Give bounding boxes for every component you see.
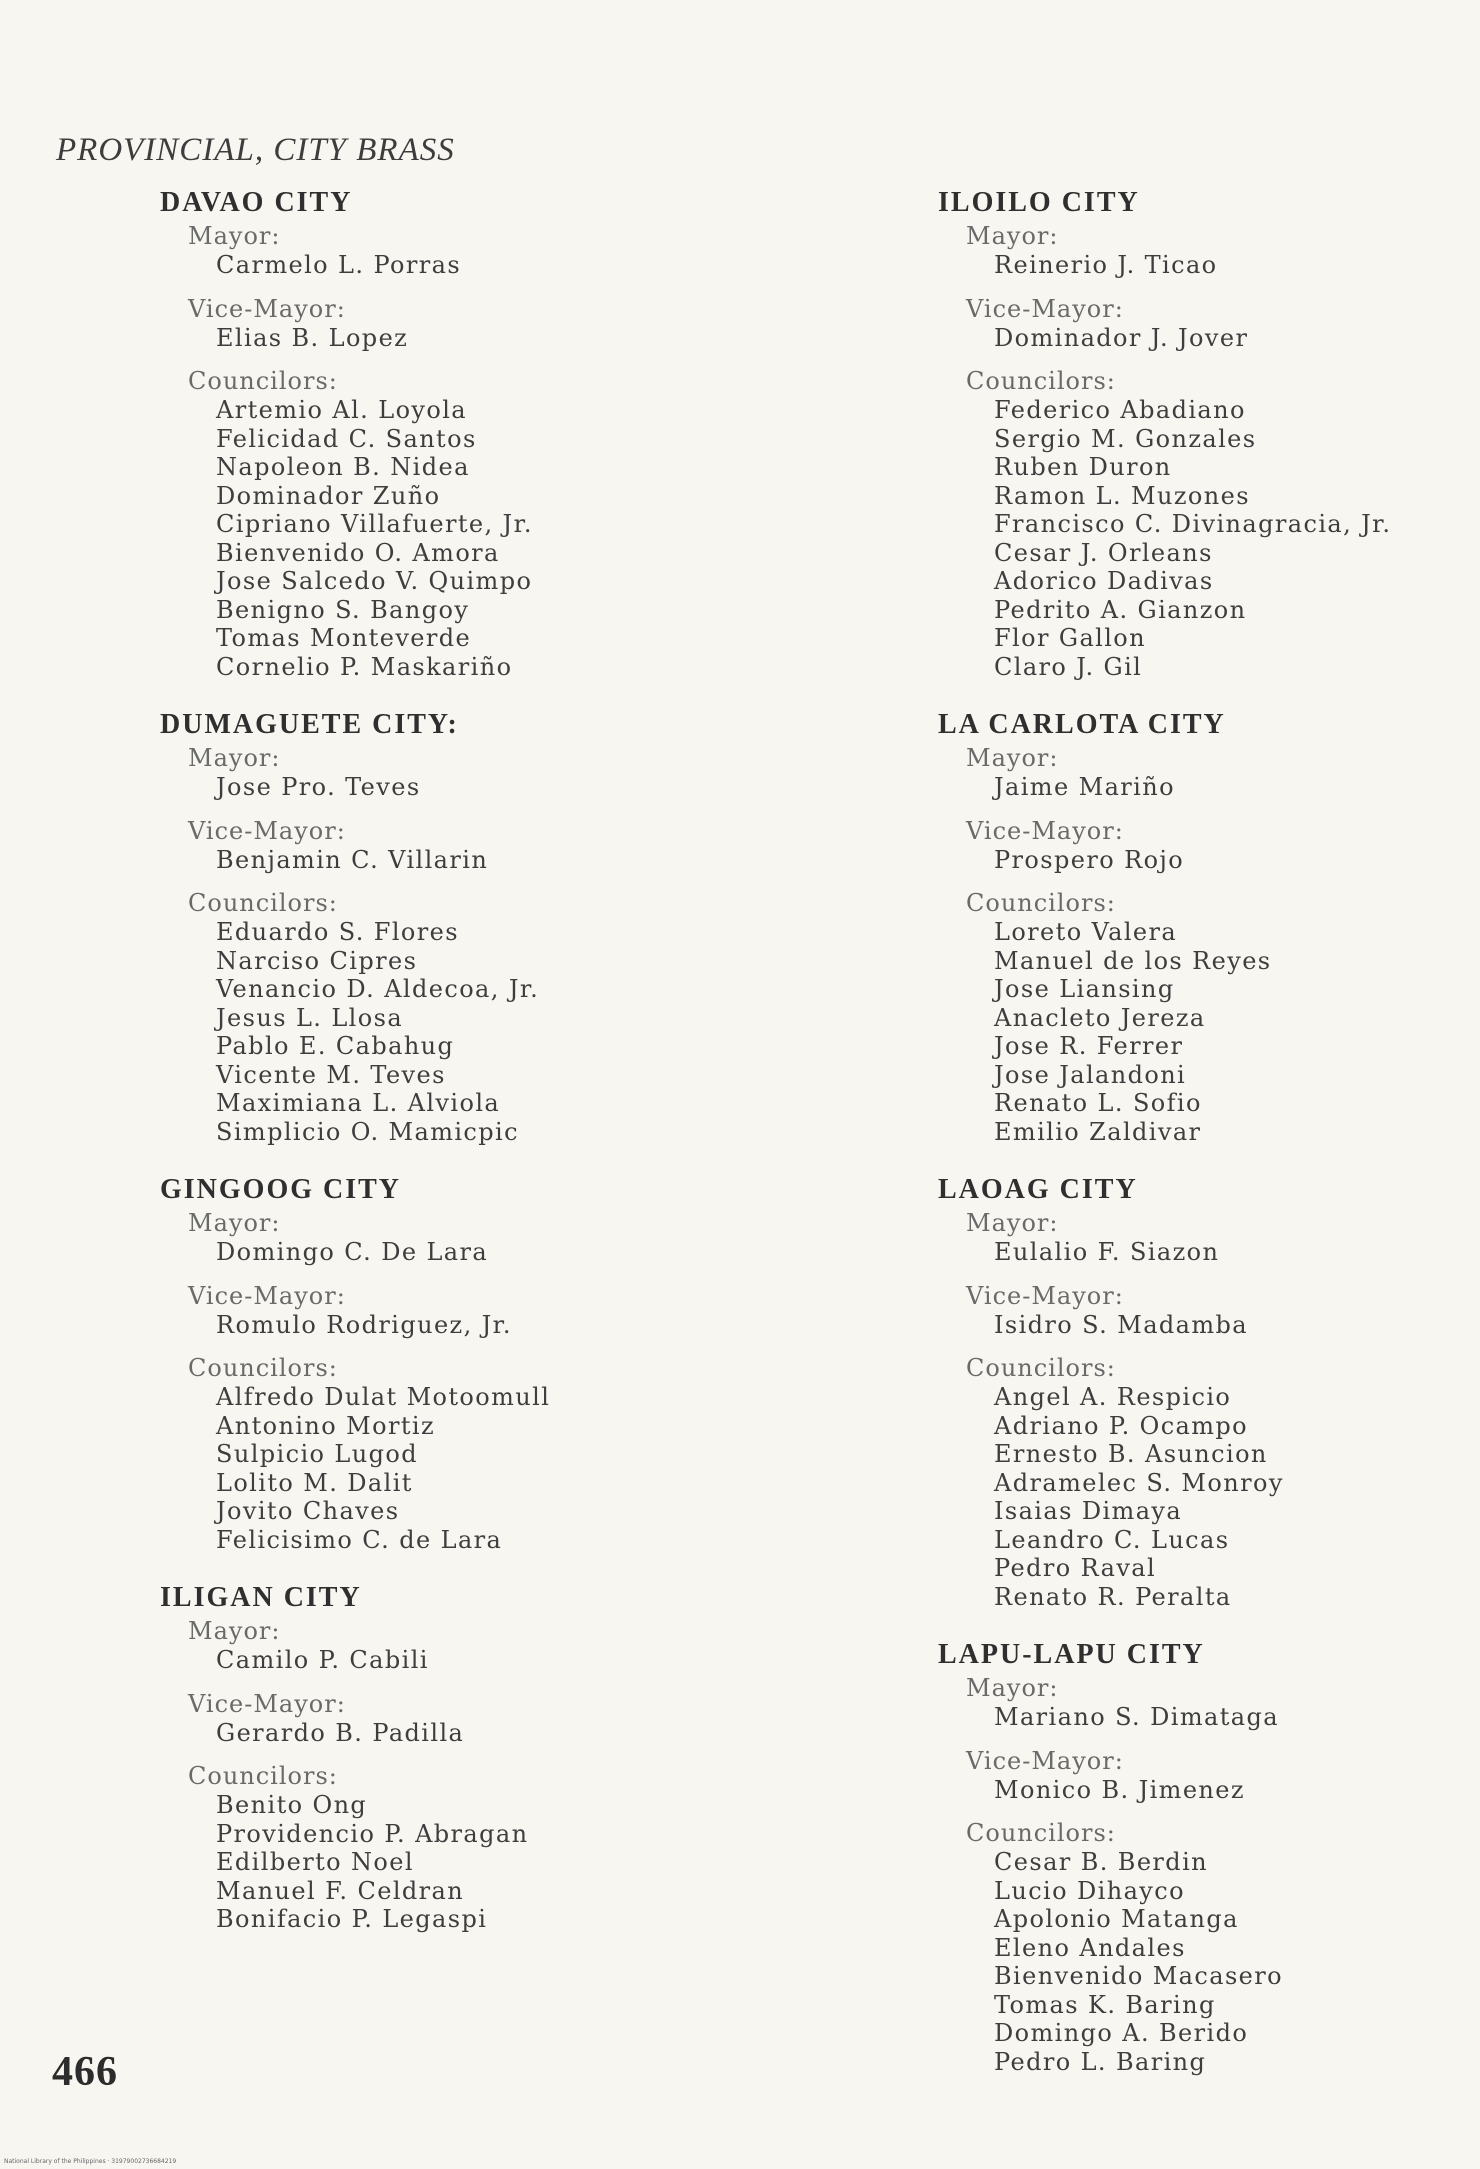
councilor-name: Felicisimo C. de Lara: [216, 1525, 503, 1554]
vice-mayor-name: Benjamin C. Villarin: [216, 845, 489, 874]
councilors-label: Councilors:: [188, 1354, 338, 1382]
councilor-name: Isaias Dimaya: [994, 1497, 1183, 1525]
vice-mayor-label: Vice-Mayor:: [188, 1281, 346, 1310]
spacer: [160, 280, 720, 294]
councilor-name: Alfredo Dulat Motoomull: [216, 1383, 551, 1411]
councilor-name: Francisco C. Divinagracia, Jr.: [994, 510, 1392, 538]
councilors-label: Councilors:: [188, 367, 338, 395]
spacer: [938, 874, 1458, 888]
city-section: [160, 1146, 720, 1554]
spacer: [160, 1267, 720, 1281]
spacer: [160, 874, 720, 888]
councilor-name: Dominador Zuño: [216, 481, 441, 510]
councilor-name: Venancio D. Aldecoa, Jr.: [216, 975, 540, 1003]
city-section: [160, 681, 720, 1146]
vice-mayor-name: Gerardo B. Padilla: [216, 1718, 465, 1747]
city-section: [938, 1611, 1458, 2076]
city-section: [160, 185, 720, 681]
councilor-name: Artemio Al. Loyola: [216, 396, 468, 424]
city-section: [938, 185, 1458, 681]
vice-mayor-label: Vice-Mayor:: [966, 1281, 1124, 1310]
mayor-name: Jaime Mariño: [994, 773, 1175, 801]
councilor-name: Angel A. Respicio: [994, 1383, 1232, 1411]
councilor-name: Jose Salcedo V. Quimpo: [216, 567, 533, 595]
spacer: [938, 1267, 1458, 1281]
right-column: [938, 185, 1458, 2076]
mayor-label: Mayor:: [188, 1617, 281, 1645]
city-section: [938, 1146, 1458, 1611]
spacer: [160, 1554, 720, 1580]
mayor-name: Reinerio J. Ticao: [994, 251, 1218, 279]
spacer: [160, 802, 720, 816]
councilor-name: Emilio Zaldivar: [994, 1117, 1202, 1146]
councilor-name: Loreto Valera: [994, 918, 1178, 946]
mayor-label: Mayor:: [188, 222, 281, 250]
mayor-name: Domingo C. De Lara: [216, 1238, 489, 1266]
vice-mayor-name: Isidro S. Madamba: [994, 1310, 1249, 1339]
city-heading: GINGOOG CITY: [160, 1174, 402, 1205]
councilor-name: Jovito Chaves: [216, 1497, 400, 1525]
spacer: [938, 1732, 1458, 1746]
spacer: [160, 1339, 720, 1353]
city-heading: DUMAGUETE CITY:: [160, 709, 459, 740]
councilor-name: Manuel de los Reyes: [994, 946, 1272, 975]
city-section: [160, 1554, 720, 1934]
councilor-name: Vicente M. Teves: [216, 1060, 446, 1089]
councilor-name: Flor Gallon: [994, 624, 1147, 652]
councilor-name: Anacleto Jereza: [994, 1003, 1206, 1032]
councilor-name: Felicidad C. Santos: [216, 424, 477, 453]
councilor-name: Tomas Monteverde: [216, 624, 472, 652]
councilor-name: Domingo A. Berido: [994, 2019, 1249, 2047]
vice-mayor-name: Elias B. Lopez: [216, 323, 409, 352]
vice-mayor-label: Vice-Mayor:: [188, 816, 346, 845]
vice-mayor-label: Vice-Mayor:: [966, 1746, 1124, 1775]
councilor-name: Adriano P. Ocampo: [994, 1411, 1249, 1440]
councilor-name: Tomas K. Baring: [994, 1990, 1216, 2019]
spacer: [938, 352, 1458, 366]
councilor-name: Napoleon B. Nidea: [216, 453, 470, 481]
councilor-name: Pedro L. Baring: [994, 2047, 1207, 2076]
councilor-name: Benito Ong: [216, 1791, 368, 1819]
councilor-name: Lucio Dihayco: [994, 1876, 1185, 1905]
left-column: [160, 185, 720, 1934]
councilors-label: Councilors:: [966, 889, 1116, 917]
vice-mayor-label: Vice-Mayor:: [188, 294, 346, 323]
councilor-name: Pedro Raval: [994, 1554, 1157, 1582]
councilor-name: Jesus L. Llosa: [216, 1003, 404, 1032]
mayor-name: Mariano S. Dimataga: [994, 1703, 1279, 1731]
spacer: [160, 1146, 720, 1172]
page-number: 466: [52, 2049, 118, 2095]
city-heading: LAPU-LAPU CITY: [938, 1639, 1205, 1670]
councilor-name: Renato R. Peralta: [994, 1582, 1232, 1611]
mayor-name: Eulalio F. Siazon: [994, 1238, 1220, 1266]
councilor-name: Jose R. Ferrer: [994, 1032, 1184, 1060]
councilors-label: Councilors:: [966, 1354, 1116, 1382]
councilors-label: Councilors:: [188, 889, 338, 917]
spacer: [160, 1747, 720, 1761]
councilors-label: Councilors:: [966, 367, 1116, 395]
spacer: [938, 681, 1458, 707]
mayor-label: Mayor:: [966, 1209, 1059, 1237]
spacer: [160, 681, 720, 707]
city-heading: ILIGAN CITY: [160, 1582, 362, 1613]
city-heading: DAVAO CITY: [160, 187, 353, 218]
councilor-name: Manuel F. Celdran: [216, 1876, 465, 1905]
spacer: [160, 1675, 720, 1689]
vice-mayor-name: Prospero Rojo: [994, 845, 1185, 874]
councilor-name: Ernesto B. Asuncion: [994, 1440, 1268, 1468]
councilor-name: Eduardo S. Flores: [216, 918, 459, 946]
councilor-name: Cipriano Villafuerte, Jr.: [216, 510, 533, 538]
mayor-label: Mayor:: [966, 1674, 1059, 1702]
councilor-name: Sergio M. Gonzales: [994, 424, 1257, 453]
councilors-label: Councilors:: [966, 1819, 1116, 1847]
councilor-name: Pablo E. Cabahug: [216, 1032, 455, 1060]
councilor-name: Cesar J. Orleans: [994, 538, 1213, 567]
spacer: [938, 1804, 1458, 1818]
vice-mayor-name: Romulo Rodriguez, Jr.: [216, 1310, 512, 1339]
spacer: [938, 1339, 1458, 1353]
councilor-name: Cornelio P. Maskariño: [216, 652, 513, 681]
councilor-name: Federico Abadiano: [994, 396, 1246, 424]
mayor-name: Camilo P. Cabili: [216, 1646, 429, 1674]
city-heading: LA CARLOTA CITY: [938, 709, 1226, 740]
spacer: [938, 280, 1458, 294]
councilor-name: Pedrito A. Gianzon: [994, 595, 1247, 624]
councilor-name: Narciso Cipres: [216, 946, 418, 975]
mayor-name: Carmelo L. Porras: [216, 251, 462, 279]
vice-mayor-name: Dominador J. Jover: [994, 323, 1249, 352]
councilor-name: Benigno S. Bangoy: [216, 595, 470, 624]
councilor-name: Bienvenido O. Amora: [216, 538, 500, 567]
mayor-label: Mayor:: [188, 1209, 281, 1237]
councilor-name: Jose Jalandoni: [994, 1060, 1187, 1089]
mayor-label: Mayor:: [966, 222, 1059, 250]
councilor-name: Jose Liansing: [994, 975, 1175, 1003]
councilor-name: Antonino Mortiz: [216, 1411, 436, 1440]
vice-mayor-label: Vice-Mayor:: [188, 1689, 346, 1718]
mayor-label: Mayor:: [188, 744, 281, 772]
councilor-name: Providencio P. Abragan: [216, 1819, 529, 1848]
spacer: [938, 802, 1458, 816]
councilor-name: Leandro C. Lucas: [994, 1525, 1230, 1554]
page-header: PROVINCIAL, CITY BRASS: [56, 132, 455, 168]
city-heading: ILOILO CITY: [938, 187, 1140, 218]
councilor-name: Eleno Andales: [994, 1933, 1186, 1962]
vice-mayor-label: Vice-Mayor:: [966, 294, 1124, 323]
councilor-name: Ramon L. Muzones: [994, 481, 1250, 510]
mayor-label: Mayor:: [966, 744, 1059, 772]
councilor-name: Simplicio O. Mamicpic: [216, 1117, 519, 1146]
vice-mayor-name: Monico B. Jimenez: [994, 1775, 1245, 1804]
councilor-name: Sulpicio Lugod: [216, 1440, 418, 1468]
councilor-name: Ruben Duron: [994, 453, 1172, 481]
vice-mayor-label: Vice-Mayor:: [966, 816, 1124, 845]
councilor-name: Adramelec S. Monroy: [994, 1468, 1284, 1497]
councilor-name: Cesar B. Berdin: [994, 1848, 1208, 1876]
councilor-name: Apolonio Matanga: [994, 1905, 1239, 1933]
spacer: [938, 1611, 1458, 1637]
city-section: [938, 681, 1458, 1146]
councilor-name: Adorico Dadivas: [994, 567, 1214, 595]
councilor-name: Lolito M. Dalit: [216, 1468, 413, 1497]
councilor-name: Edilberto Noel: [216, 1848, 414, 1876]
spacer: [160, 352, 720, 366]
spacer: [938, 1146, 1458, 1172]
councilor-name: Claro J. Gil: [994, 652, 1143, 681]
city-heading: LAOAG CITY: [938, 1174, 1138, 1205]
councilors-label: Councilors:: [188, 1762, 338, 1790]
councilor-name: Maximiana L. Alviola: [216, 1089, 501, 1117]
mayor-name: Jose Pro. Teves: [216, 773, 421, 801]
councilor-name: Bienvenido Macasero: [994, 1962, 1283, 1990]
councilor-name: Bonifacio P. Legaspi: [216, 1905, 488, 1933]
source-note: National Library of the Philippines · 31979002736684219: [4, 2158, 177, 2165]
councilor-name: Renato L. Sofio: [994, 1089, 1202, 1117]
